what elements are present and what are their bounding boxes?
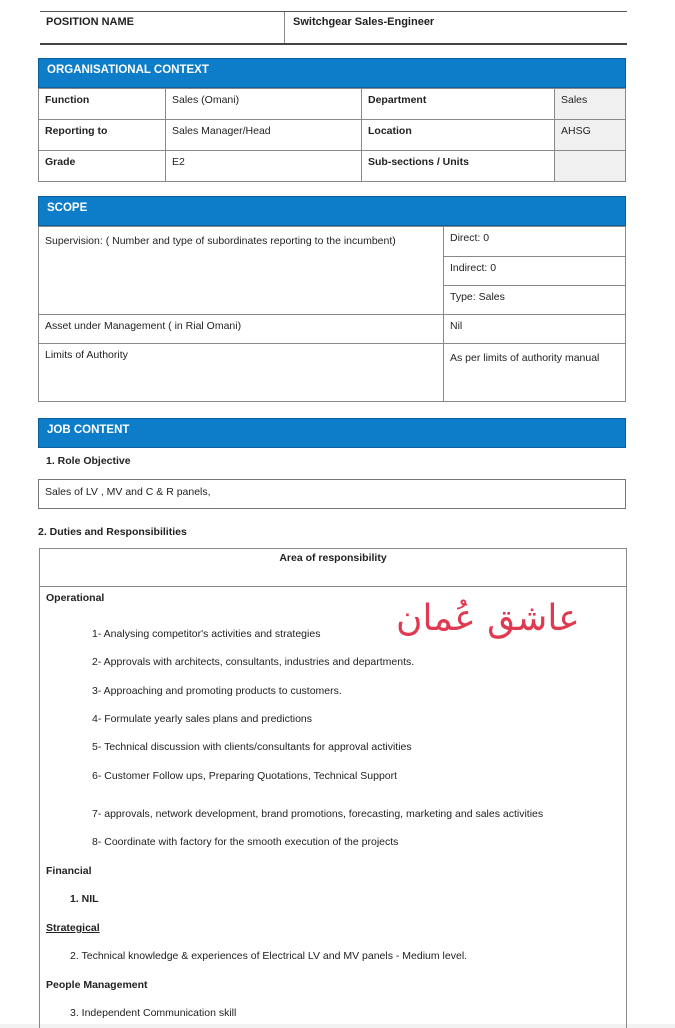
- position-value: Switchgear Sales-Engineer: [293, 16, 435, 28]
- org-key: Department: [362, 89, 555, 120]
- supervision-label: Supervision: ( Number and type of subordinates reporting to the incumbent): [39, 227, 444, 315]
- org-row: [39, 151, 626, 182]
- limits-label: Limits of Authority: [39, 344, 444, 402]
- position-label: POSITION NAME: [40, 12, 285, 43]
- divider: [39, 586, 627, 587]
- org-row: [39, 120, 626, 151]
- duty-item: 8- Coordinate with factory for the smooth execution of the projects: [92, 836, 399, 848]
- duties-heading: 2. Duties and Responsibilities: [38, 526, 187, 538]
- org-value: Sales: [555, 89, 626, 120]
- role-objective-heading: 1. Role Objective: [46, 455, 131, 467]
- org-key: Reporting to: [39, 120, 166, 151]
- org-value: [555, 151, 626, 182]
- duty-item: 1- Analysing competitor's activities and strategies: [92, 628, 321, 640]
- org-key: Location: [362, 120, 555, 151]
- overlay-arabic-text: عاشق عُمان: [396, 598, 580, 639]
- subordinate-type: Type: Sales: [444, 286, 626, 315]
- duty-item: 7- approvals, network development, brand promotions, forecasting, marketing and sales activities: [92, 808, 544, 820]
- role-objective-text: Sales of LV , MV and C & R panels,: [38, 479, 626, 509]
- duty-item: 4- Formulate yearly sales plans and predictions: [92, 713, 313, 725]
- strategical-heading: Strategical: [46, 922, 100, 934]
- strategical-item: 2. Technical knowledge & experiences of Electrical LV and MV panels - Medium level.: [70, 950, 468, 962]
- org-key: Grade: [39, 151, 166, 182]
- duty-item: 5- Technical discussion with clients/consultants for approval activities: [92, 741, 412, 753]
- asset-label: Asset under Management ( in Rial Omani): [39, 315, 444, 344]
- org-row: [39, 89, 626, 120]
- position-row: [40, 11, 627, 45]
- org-value: AHSG: [555, 120, 626, 151]
- limits-value: As per limits of authority manual: [444, 344, 626, 402]
- duty-item: 6- Customer Follow ups, Preparing Quotations, Technical Support: [92, 770, 398, 782]
- indirect-count: Indirect: 0: [444, 257, 626, 286]
- direct-count: Direct: 0: [444, 227, 626, 257]
- scope-table: [38, 226, 626, 402]
- org-context-table: [38, 88, 626, 182]
- financial-item: 1. NIL: [70, 893, 99, 905]
- people-management-heading: People Management: [46, 979, 148, 991]
- people-management-item: 3. Independent Communication skill: [70, 1007, 237, 1019]
- org-context-header: ORGANISATIONAL CONTEXT: [38, 58, 626, 88]
- org-value: Sales (Omani): [166, 89, 362, 120]
- org-key: Function: [39, 89, 166, 120]
- asset-value: Nil: [444, 315, 626, 344]
- org-value: E2: [166, 151, 362, 182]
- org-value: Sales Manager/Head: [166, 120, 362, 151]
- duty-item: 3- Approaching and promoting products to customers.: [92, 685, 342, 697]
- operational-heading: Operational: [46, 592, 105, 604]
- org-key: Sub-sections / Units: [362, 151, 555, 182]
- duty-item: 2- Approvals with architects, consultants, industries and departments.: [92, 656, 415, 668]
- financial-heading: Financial: [46, 865, 92, 877]
- area-title: Area of responsibility: [279, 552, 387, 564]
- scope-header: SCOPE: [38, 196, 626, 226]
- job-content-header: JOB CONTENT: [38, 418, 626, 448]
